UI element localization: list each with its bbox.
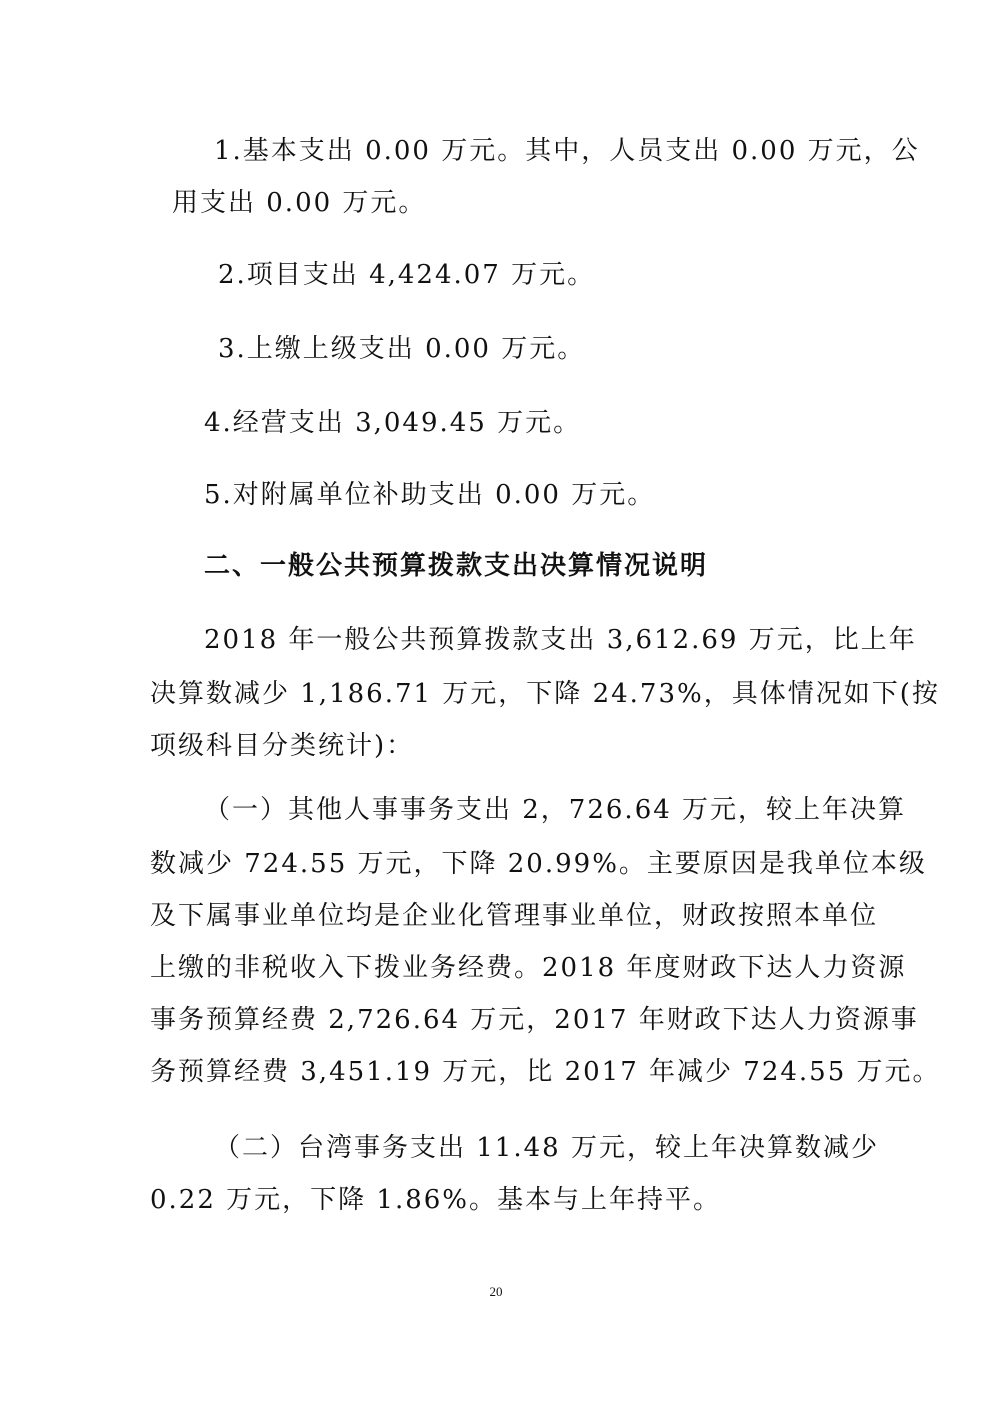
sub1-line4: 上缴的非税收入下拨业务经费。2018 年度财政下达人力资源 — [150, 953, 907, 983]
item-operating-expense: 4.经营支出 3,049.45 万元。 — [204, 408, 582, 438]
sub1-line1: （一）其他人事事务支出 2，726.64 万元，较上年决算 — [204, 795, 907, 825]
summary-line1: 2018 年一般公共预算拨款支出 3,612.69 万元，比上年 — [204, 625, 917, 655]
sub1-line5: 事务预算经费 2,726.64 万元，2017 年财政下达人力资源事 — [150, 1005, 919, 1035]
item-basic-expense-line2: 用支出 0.00 万元。 — [172, 188, 427, 218]
page-number: 20 — [489, 1284, 503, 1299]
sub1-line6: 务预算经费 3,451.19 万元，比 2017 年减少 724.55 万元。 — [150, 1057, 941, 1087]
summary-line3: 项级科目分类统计)： — [150, 731, 415, 761]
sub2-line1: （二）台湾事务支出 11.48 万元，较上年决算数减少 — [214, 1133, 879, 1163]
summary-line2: 决算数减少 1,186.71 万元，下降 24.73%，具体情况如下(按 — [150, 679, 940, 709]
sub1-line2: 数减少 724.55 万元，下降 20.99%。主要原因是我单位本级 — [150, 849, 927, 879]
item-superior-payment: 3.上缴上级支出 0.00 万元。 — [218, 334, 586, 364]
item-subsidy-expense: 5.对附属单位补助支出 0.00 万元。 — [204, 480, 656, 510]
item-project-expense: 2.项目支出 4,424.07 万元。 — [218, 260, 596, 290]
section-heading: 二、一般公共预算拨款支出决算情况说明 — [204, 551, 709, 581]
sub2-line2: 0.22 万元，下降 1.86%。基本与上年持平。 — [150, 1185, 722, 1215]
sub1-line3: 及下属事业单位均是企业化管理事业单位，财政按照本单位 — [150, 901, 879, 931]
item-basic-expense-line1: 1.基本支出 0.00 万元。其中，人员支出 0.00 万元，公 — [214, 136, 920, 166]
